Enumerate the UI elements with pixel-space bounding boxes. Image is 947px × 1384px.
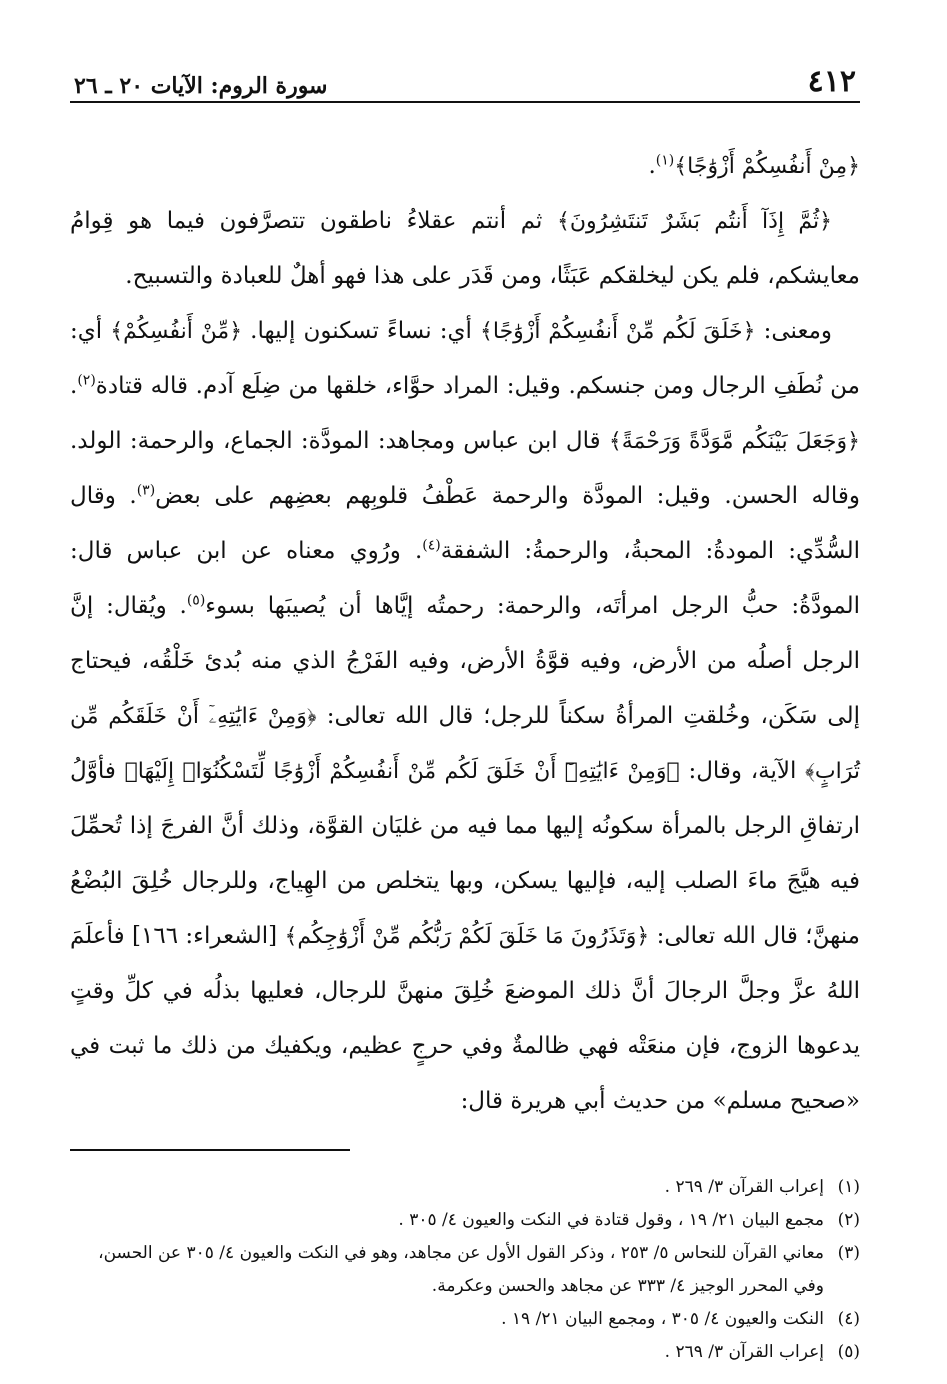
footnote-ref[interactable]: (٢) (77, 372, 96, 389)
footnote-ref[interactable]: (٥) (186, 592, 206, 609)
footnote-number: (٥) (837, 1342, 860, 1362)
paragraph-1: ﴿مِنْ أَنفُسِكُمْ أَزْوَٰجًا﴾$^{(١)}$. (648, 152, 860, 179)
quran-verse: ﴿وَمِنْ ءَايَٰتِهِۦٓ أَنْ خَلَقَ لَكُم مِّنْ أَنفُسِكُمْ أَزْوَٰجًا لِّتَسْكُنُوٓا۟ إِلَيْهَا﴾ (124, 759, 680, 784)
running-head (70, 55, 860, 103)
footnote-text: النكت والعيون ٤/ ٣٠٥ ، ومجمع البيان ٢١/ ١٩ . (501, 1309, 824, 1329)
quran-verse: ﴿مِّنْ أَنفُسِكُمْ﴾ (110, 319, 243, 344)
footnote-number: (٤) (837, 1309, 860, 1329)
footnote-item (70, 1204, 860, 1237)
paragraph-text: قال ابن عباس ومجاهد: المودَّة: الجماع، والرحمة: الولد. وقاله الحسن. وقيل: المودَّة والرحمة عَطْفُ قلوبِهم بعضِهم على بعض (70, 428, 860, 509)
footnote-item (70, 1336, 860, 1369)
quran-verse: ﴿وَتَذَرُونَ مَا خَلَقَ لَكُمْ رَبُّكُم مِّنْ أَزْوَٰجِكُم﴾ (284, 924, 650, 949)
paragraph-text: الآية، وقال: (679, 758, 806, 784)
footnote-divider (70, 1149, 350, 1151)
footnote-ref[interactable]: (١) (655, 152, 675, 169)
paragraph-text: . ورُوي معناه عن ابن عباس قال: المودَّةُ: حبُّ الرجل امرأتَه، والرحمة: رحمتُه إيَّاها أن يُصيبَها بسوء (70, 538, 861, 619)
section-title: سورة الروم: الآيات ٢٠ ـ ٢٦ (74, 73, 328, 99)
book-page (70, 55, 860, 1369)
footnote-number: (٣) (837, 1243, 860, 1263)
footnote-item (70, 1171, 860, 1204)
footnote-text: إعراب القرآن ٣/ ٢٦٩ . (664, 1177, 824, 1197)
paragraph-text: ومعنى: (755, 318, 832, 344)
paragraph-text: . وقال السُّدِّي: المودةُ: المحبةُ، والرحمةُ: الشفقة (70, 483, 860, 564)
footnotes (70, 1171, 860, 1369)
paragraph-text: [الشعراء: ١٦٦] فأعلَمَ اللهُ عزَّ وجلَّ الرجالَ أنَّ ذلك الموضعَ خُلِقَ منهنَّ للرجال، فعليها بذلُه في كلِّ وقتٍ يدعوها الزوج، فإن منعَتْه فهي ظالمةٌ وفي حرجٍ عظيم، ويكفيك من ذلك ما ثبت في «صحيح مسلم» من حديث أبي هريرة قال: (70, 923, 860, 1114)
footnote-item (70, 1237, 860, 1303)
paragraph-text: أي: نساءً تسكنون إليها. (242, 318, 480, 344)
footnote-number: (١) (837, 1177, 860, 1197)
quran-verse: ﴿مِنْ أَنفُسِكُمْ أَزْوَٰجًا﴾ (674, 154, 860, 179)
paragraph-text: فأوَّلُ ارتفاقِ الرجل بالمرأة سكونُه إليها مما فيه من غليَان القوَّة، وذلك أنَّ الفرجَ إذا تُحمِّلَ فيه هيَّجَ ماءَ الصلب إليه، فإليها يسكن، وبها يتخلص من الهِياج، وللرجال خُلِقَ البُضْعُ منهنَّ؛ قال الله تعالى: (70, 758, 860, 949)
quran-verse: ﴿خَلَقَ لَكُم مِّنْ أَنفُسِكُمْ أَزْوَٰجًا﴾ (479, 319, 756, 344)
quran-verse: ﴿ثُمَّ إِذَآ أَنتُم بَشَرٌ تَنتَشِرُونَ﴾ (557, 209, 833, 234)
body-text (70, 139, 860, 1129)
quran-verse: ﴿وَجَعَلَ بَيْنَكُم مَّوَدَّةً وَرَحْمَةً﴾ (608, 429, 860, 454)
paragraph-3 (70, 304, 860, 1129)
paragraph-text: . (70, 373, 78, 399)
paragraph-text: أي: من نُطَفِ الرجال ومن جنسكم. وقيل: المراد حوَّاء، خلقها من ضِلَع آدم. قاله قتادة (70, 318, 860, 399)
footnote-ref[interactable]: (٣) (136, 482, 156, 499)
footnote-item (70, 1303, 860, 1336)
footnote-text: معاني القرآن للنحاس ٥/ ٢٥٣ ، وذكر القول الأول عن مجاهد، وهو في النكت والعيون ٤/ ٣٠٥ عن الحسن، وفي المحرر الوجيز ٤/ ٣٣٣ عن مجاهد والحسن وعكرمة. (98, 1243, 824, 1296)
paragraph-2 (70, 194, 860, 304)
footnote-number: (٢) (837, 1210, 860, 1230)
footnote-text: إعراب القرآن ٣/ ٢٦٩ . (664, 1342, 824, 1362)
footnote-ref[interactable]: (٤) (422, 537, 441, 554)
footnote-text: مجمع البيان ٢١/ ١٩ ، وقول قتادة في النكت والعيون ٤/ ٣٠٥ . (398, 1210, 824, 1230)
paragraph-text: ثم أنتم عقلاءُ ناطقون تتصرَّفون فيما هو قِوامُ معايشكم، فلم يكن ليخلقكم عَبَثًا، ومن قَدَر على هذا فهو أهلٌ للعبادة والتسبيح. (70, 208, 860, 289)
page-number: ٤١٢ (807, 64, 856, 99)
paragraph-text: . ويُقال: إنَّ الرجل أصلُه من الأرض، وفيه قوَّةُ الأرض، وفيه الفَرْجُ الذي منه بُدئ خَلْقُه، فيحتاج إلى سَكَن، وخُلقتِ المرأةُ سكناً للرجل؛ قال الله تعالى: (70, 593, 860, 729)
quran-verse: ﴿وَمِنْ ءَايَٰتِهِۦٓ أَنْ خَلَقَكُم مِّن تُرَابٍ﴾ (70, 704, 860, 784)
